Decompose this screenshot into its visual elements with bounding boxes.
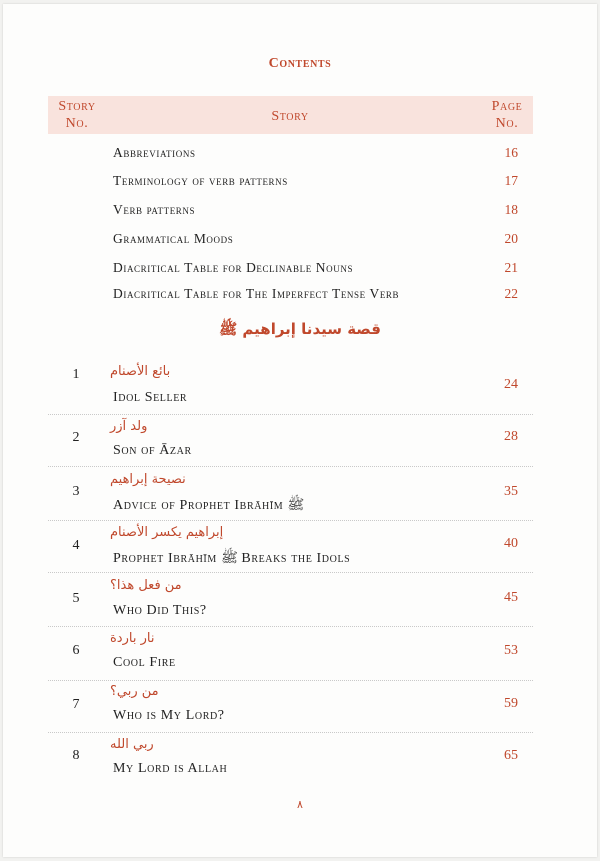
- header-story: Story: [271, 109, 309, 124]
- story-arabic-title: نصيحة إبراهيم: [110, 472, 186, 487]
- story-arabic-title: نار باردة: [110, 631, 155, 646]
- story-english-title: Son of Āzar: [113, 443, 192, 458]
- row-divider: [48, 414, 533, 415]
- row-divider: [48, 680, 533, 681]
- front-matter-label: Terminology of verb patterns: [113, 173, 288, 188]
- story-page: 53: [504, 643, 518, 658]
- story-page: 45: [504, 590, 518, 605]
- story-number: 6: [72, 643, 80, 658]
- front-matter-label: Abbreviations: [113, 145, 196, 160]
- row-divider: [48, 626, 533, 627]
- section-heading-arabic: قصة سيدنا إبراهيم ﷺ: [219, 320, 381, 338]
- front-matter-page: 22: [504, 286, 518, 301]
- story-english-title: Cool Fire: [113, 655, 176, 670]
- page-folio: ٨: [297, 798, 303, 811]
- row-divider: [48, 466, 533, 467]
- story-number: 8: [72, 748, 80, 763]
- story-english-title: My Lord is Allah: [113, 761, 228, 776]
- story-number: 5: [72, 591, 80, 606]
- header-page-number-line2: No.: [495, 116, 519, 131]
- front-matter-page: 18: [504, 202, 518, 217]
- front-matter-label: Grammatical Moods: [113, 231, 234, 246]
- story-english-title: Who Did This?: [113, 603, 207, 618]
- row-divider: [48, 520, 533, 521]
- story-page: 28: [504, 429, 518, 444]
- story-page: 65: [504, 748, 518, 763]
- story-arabic-title: من فعل هذا؟: [110, 578, 182, 593]
- front-matter-page: 17: [504, 173, 518, 188]
- story-number: 7: [72, 697, 80, 712]
- header-page-number: [482, 98, 532, 132]
- header-story-number-line1: Story: [58, 99, 96, 114]
- story-english-title: Prophet Ibrāhīm ﷺ Breaks the Idols: [113, 551, 351, 566]
- front-matter-label: Diacritical Table for The Imperfect Tense Verb: [113, 286, 400, 301]
- front-matter-label: Diacritical Table for Declinable Nouns: [113, 260, 354, 275]
- contents-title: Contents: [268, 56, 332, 71]
- story-page: 59: [504, 696, 518, 711]
- row-divider: [48, 732, 533, 733]
- story-page: 40: [504, 536, 518, 551]
- story-english-title: Idol Seller: [113, 390, 188, 405]
- header-story-number-line2: No.: [65, 116, 89, 131]
- story-english-title: Who is My Lord?: [113, 708, 225, 723]
- story-number: 3: [72, 484, 80, 499]
- header-page-number-line1: Page: [491, 99, 523, 114]
- row-divider: [48, 572, 533, 573]
- story-english-title: Advice of Prophet Ibrāhīm ﷺ: [113, 498, 305, 513]
- story-arabic-title: بائع الأصنام: [110, 364, 171, 379]
- front-matter-label: Verb patterns: [113, 202, 196, 217]
- front-matter-page: 20: [504, 231, 518, 246]
- story-number: 1: [72, 367, 80, 382]
- header-story-number: [50, 98, 104, 132]
- story-page: 35: [504, 484, 518, 499]
- story-arabic-title: إبراهيم يكسر الأصنام: [110, 525, 224, 540]
- story-number: 2: [72, 430, 80, 445]
- story-page: 24: [504, 377, 518, 392]
- story-arabic-title: ولد آزر: [110, 419, 148, 434]
- story-number: 4: [72, 538, 80, 553]
- story-arabic-title: من ربي؟: [110, 684, 159, 699]
- front-matter-page: 21: [504, 260, 518, 275]
- story-arabic-title: ربي الله: [110, 737, 154, 752]
- front-matter-page: 16: [504, 145, 518, 160]
